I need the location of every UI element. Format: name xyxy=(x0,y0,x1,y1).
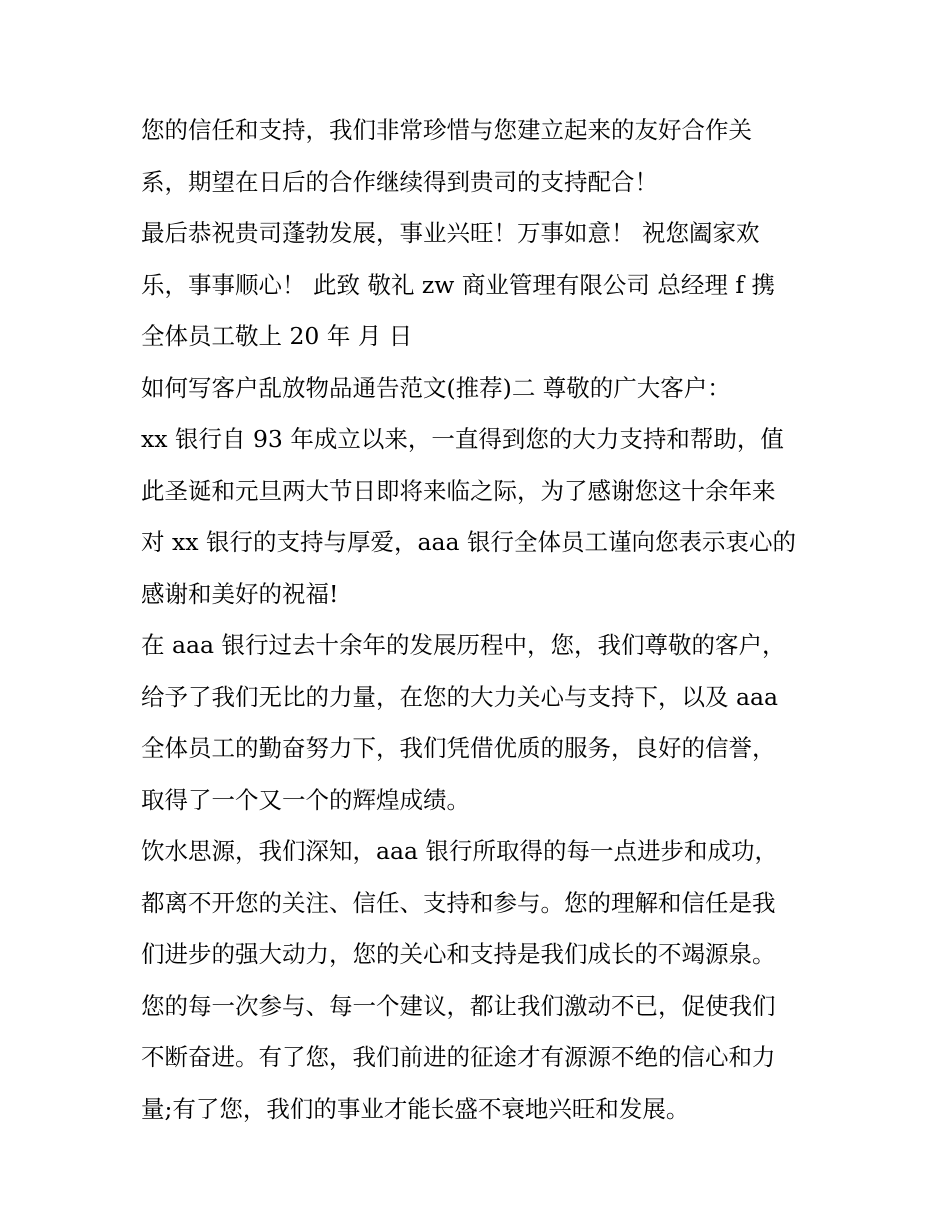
text-line: 最后恭祝贵司蓬勃发展，事业兴旺！万事如意！ 祝您阖家欢 xyxy=(141,219,760,247)
text-line: 取得了一个又一个的辉煌成绩。 xyxy=(141,785,470,814)
text-line: 全体员工的勤奋努力下，我们凭借优质的服务，良好的信誉， xyxy=(141,734,776,762)
document-body xyxy=(141,105,821,1135)
text-line: 量;有了您，我们的事业才能长盛不衰地兴旺和发展。 xyxy=(141,1094,690,1123)
text-line: 们进步的强大动力，您的关心和支持是我们成长的不竭源泉。 xyxy=(141,940,776,968)
text-line: xx 银行自 93 年成立以来，一直得到您的大力支持和帮助，值 xyxy=(141,425,784,453)
text-line: 不断奋进。有了您，我们前进的征途才有源源不绝的信心和力 xyxy=(141,1043,776,1071)
text-line: 您的信任和支持，我们非常珍惜与您建立起来的友好合作关 xyxy=(141,116,752,144)
text-line: 全体员工敬上 20 年 月 日 xyxy=(141,322,413,350)
text-line: 对 xx 银行的支持与厚爱，aaa 银行全体员工谨向您表示衷心的 xyxy=(141,528,796,556)
text-line: 乐，事事顺心！ 此致 敬礼 zw 商业管理有限公司 总经理 f 携 xyxy=(141,270,775,299)
text-line: 在 aaa 银行过去十余年的发展历程中，您，我们尊敬的客户， xyxy=(141,631,786,659)
text-line: 饮水思源，我们深知，aaa 银行所取得的每一点进步和成功， xyxy=(141,837,779,865)
section-heading-line: 如何写客户乱放物品通告范文(推荐)二 尊敬的广大客户： xyxy=(141,373,731,402)
text-line: 给予了我们无比的力量，在您的大力关心与支持下，以及 aaa xyxy=(141,682,779,711)
text-line: 感谢和美好的祝福! xyxy=(141,579,339,608)
text-line: 此圣诞和元旦两大节日即将来临之际，为了感谢您这十余年来 xyxy=(141,476,776,505)
text-line: 您的每一次参与、每一个建议，都让我们激动不已，促使我们 xyxy=(141,991,776,1020)
text-line: 系，期望在日后的合作继续得到贵司的支持配合！ xyxy=(141,167,658,196)
text-line: 都离不开您的关注、信任、支持和参与。您的理解和信任是我 xyxy=(141,888,776,917)
